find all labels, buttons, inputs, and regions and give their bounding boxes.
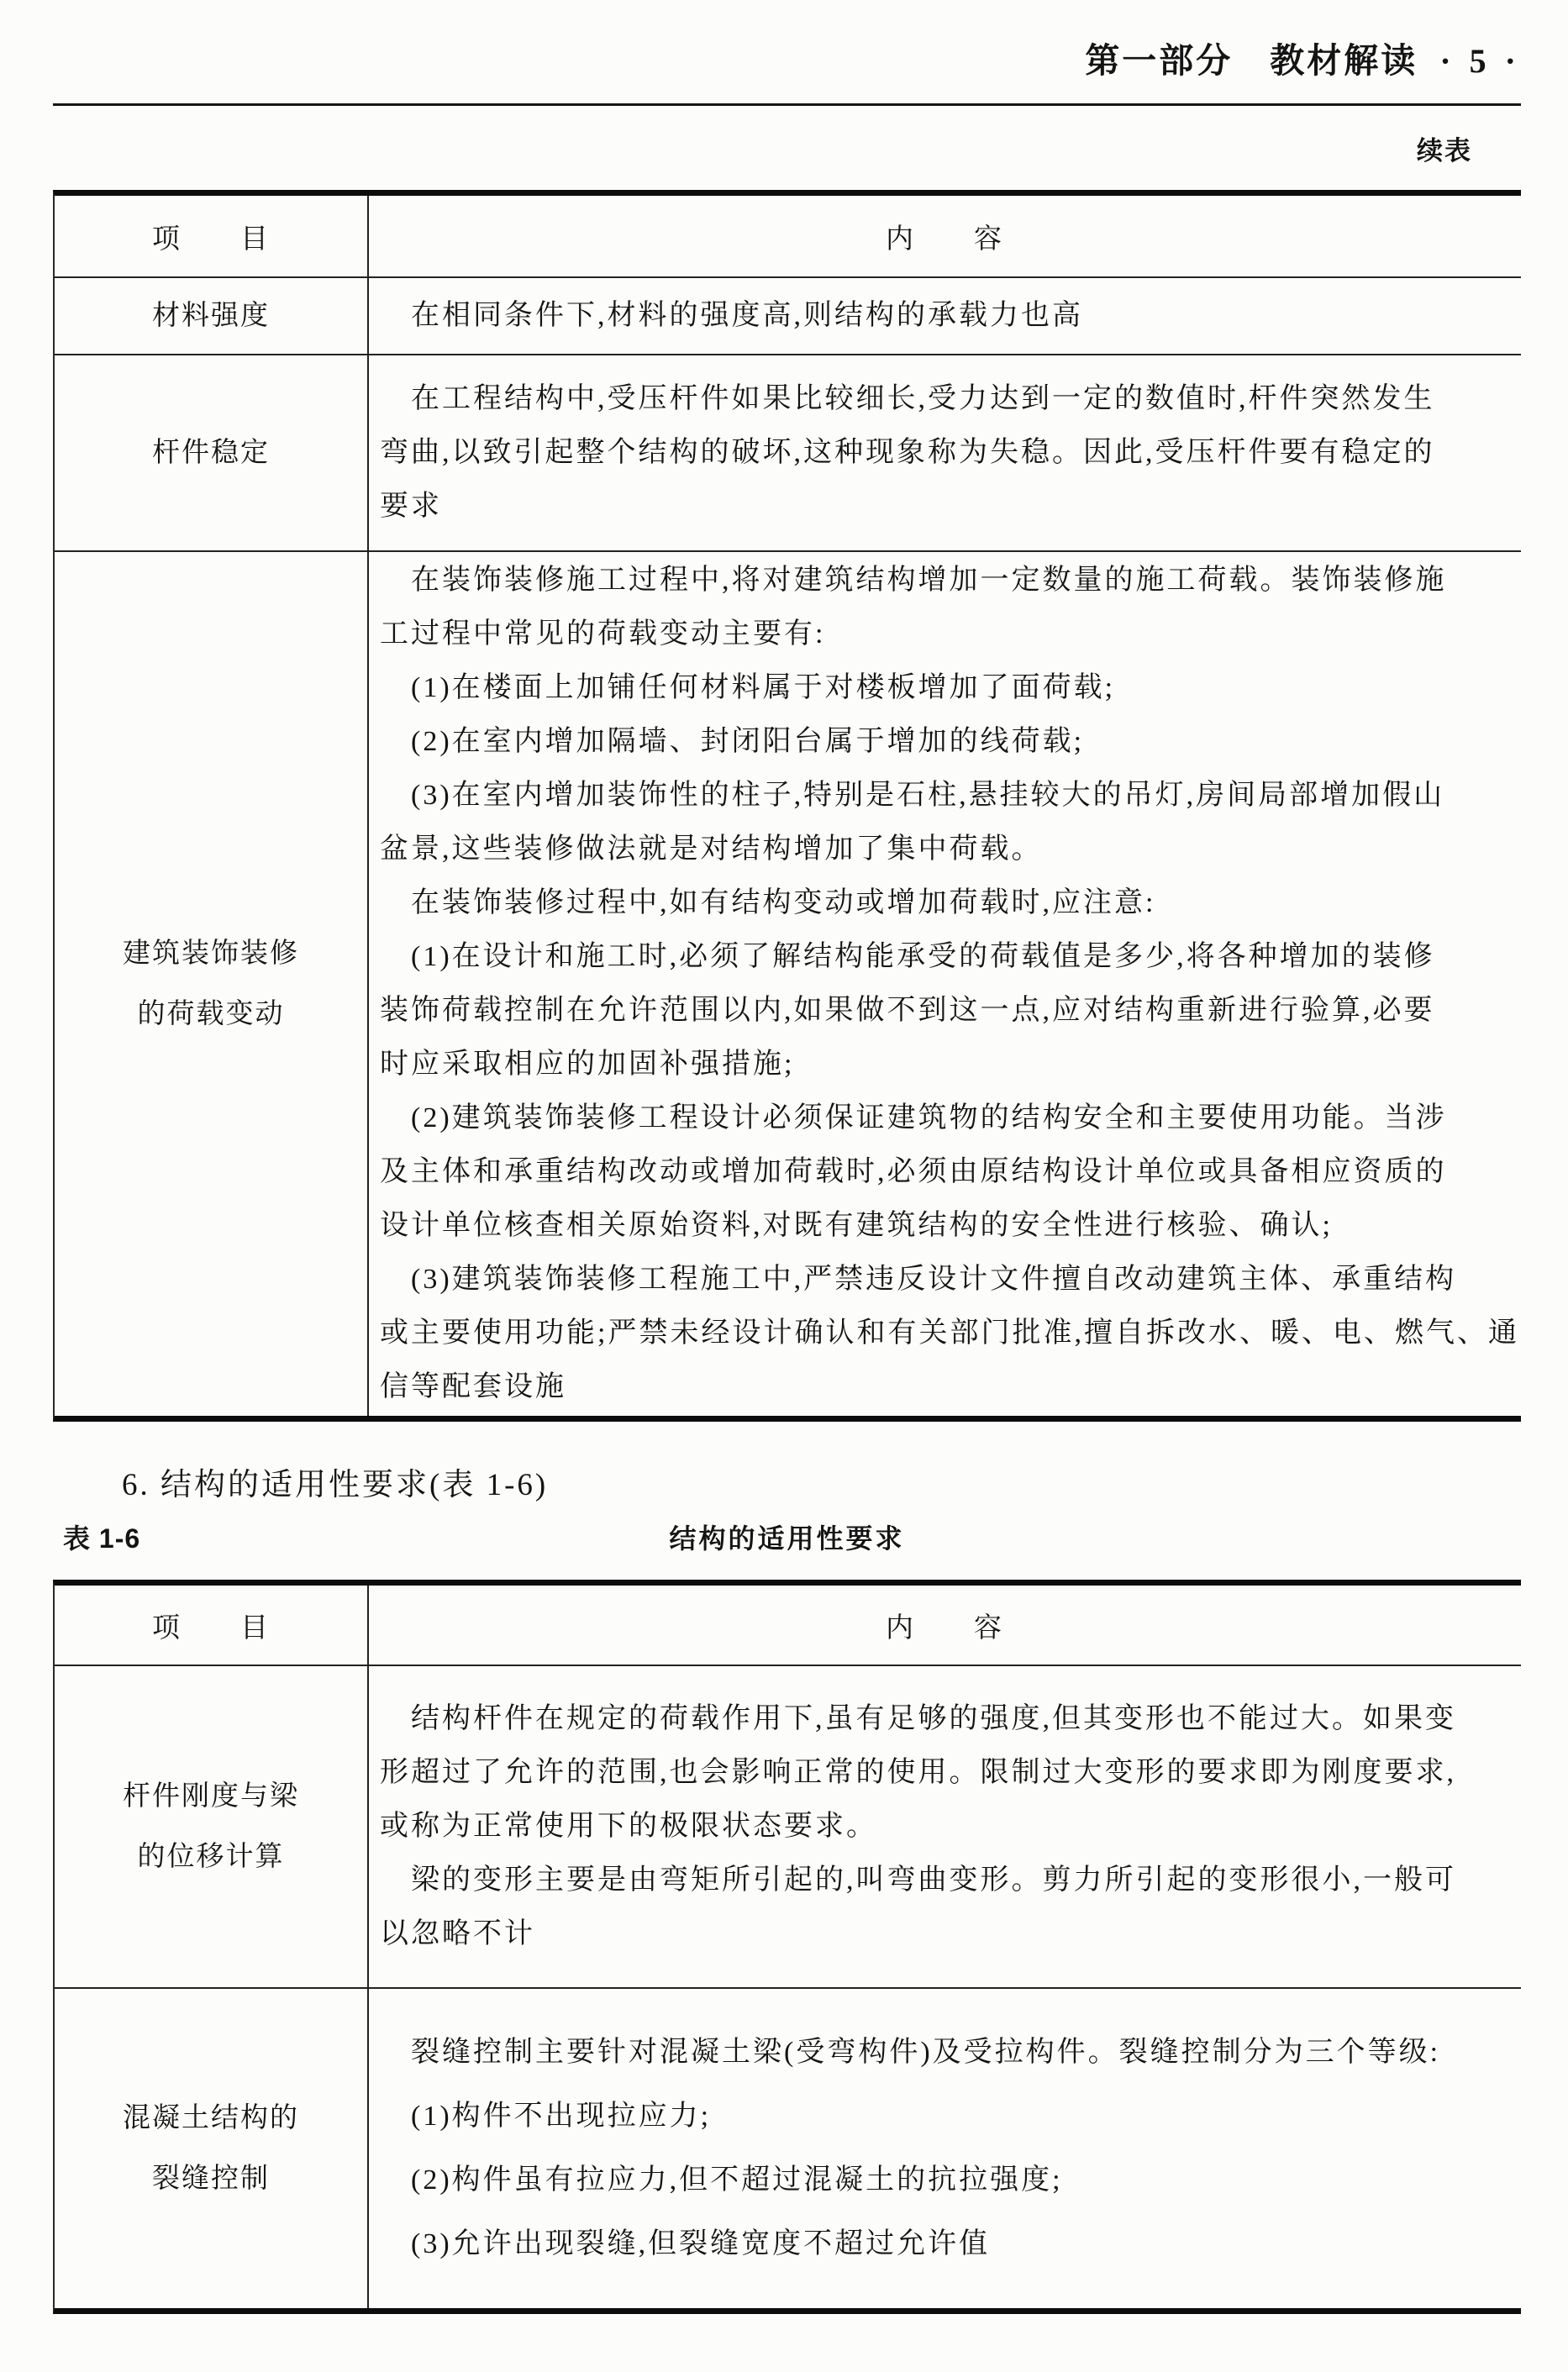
column-header-item-label: 项 目	[152, 1612, 270, 1644]
text-line: 的位移计算	[137, 1842, 285, 1872]
row-label	[55, 355, 369, 550]
text-line: 形超过了允许的范围,也会影响正常的使用。限制过大变形的要求即为刚度要求,	[380, 1757, 1456, 1788]
row-label	[55, 552, 369, 1416]
column-header-content	[369, 1586, 1521, 1665]
table-caption	[53, 1519, 1521, 1558]
text-line: 混凝土结构的	[123, 2103, 299, 2133]
text-line: 弯曲,以致引起整个结构的破坏,这种现象称为失稳。因此,受压杆件要有稳定的	[380, 437, 1435, 468]
text-line: 装饰荷载控制在允许范围以内,如果做不到这一点,应对结构重新进行验算,必要	[380, 995, 1435, 1026]
text-line: 信等配套设施	[380, 1371, 566, 1402]
table-row	[55, 354, 1521, 550]
text-line: (3)在室内增加装饰性的柱子,特别是石柱,悬挂较大的吊灯,房间局部增加假山	[380, 780, 1445, 811]
text-line: 杆件刚度与梁	[123, 1781, 299, 1812]
table-row	[55, 1665, 1521, 1987]
text-line: 的荷载变动	[137, 999, 285, 1029]
text-line: 盆景,这些装修做法就是对结构增加了集中荷载。	[380, 834, 1043, 865]
table-1-6	[53, 1580, 1521, 2314]
text-line: 时应采取相应的加固补强措施;	[380, 1049, 795, 1080]
text-line: 裂缝控制	[152, 2164, 270, 2194]
text-line: (1)在设计和施工时,必须了解结构能承受的荷载值是多少,将各种增加的装修	[380, 941, 1435, 972]
continuation-label: 续表	[1417, 136, 1472, 166]
text-line: 在装饰装修施工过程中,将对建筑结构增加一定数量的施工荷载。装饰装修施	[380, 565, 1447, 596]
text-line: 以忽略不计	[380, 1918, 535, 1949]
table-row	[55, 550, 1521, 1416]
text-line: 在工程结构中,受压杆件如果比较细长,受力达到一定的数值时,杆件突然发生	[380, 383, 1435, 414]
table-header-row	[55, 196, 1521, 276]
running-header	[53, 0, 1521, 83]
text-line: (1)构件不出现拉应力;	[380, 2101, 712, 2132]
row-content	[369, 552, 1531, 1416]
text-line: 结构杆件在规定的荷载作用下,虽有足够的强度,但其变形也不能过大。如果变	[380, 1703, 1456, 1734]
row-label	[55, 1989, 369, 2308]
section-heading: 6. 结构的适用性要求(表 1-6)	[122, 1468, 549, 1502]
table-caption-number: 表 1-6	[63, 1523, 141, 1554]
text-line: 裂缝控制主要针对混凝土梁(受弯构件)及受拉构件。裂缝控制分为三个等级:	[380, 2037, 1441, 2068]
text-line: 杆件稳定	[152, 438, 270, 468]
text-line: 在相同条件下,材料的强度高,则结构的承载力也高	[380, 300, 1083, 331]
text-line: 及主体和承重结构改动或增加荷载时,必须由原结构设计单位或具备相应资质的	[380, 1156, 1447, 1187]
text-line: (2)构件虽有拉应力,但不超过混凝土的抗拉强度;	[380, 2164, 1063, 2196]
text-line: (3)建筑装饰装修工程施工中,严禁违反设计文件擅自改动建筑主体、承重结构	[380, 1264, 1457, 1295]
text-line: 或称为正常使用下的极限状态要求。	[380, 1811, 877, 1842]
row-content	[369, 355, 1521, 550]
table-row	[55, 276, 1521, 354]
table-row	[55, 1987, 1521, 2308]
row-content	[369, 1989, 1521, 2308]
text-line: 材料强度	[152, 301, 270, 331]
table-continued	[53, 190, 1521, 1422]
table-caption-title: 结构的适用性要求	[669, 1523, 905, 1554]
text-line: 或主要使用功能;严禁未经设计确认和有关部门批准,擅自拆改水、暖、电、燃气、通	[380, 1317, 1519, 1349]
text-line: (3)允许出现裂缝,但裂缝宽度不超过允许值	[380, 2228, 991, 2259]
text-line: (2)建筑装饰装修工程设计必须保证建筑物的结构安全和主要使用功能。当涉	[380, 1102, 1447, 1133]
text-line: (2)在室内增加隔墙、封闭阳台属于增加的线荷载;	[380, 726, 1085, 757]
running-header-title: 第一部分 教材解读	[1085, 41, 1418, 80]
column-header-content-label: 内 容	[886, 1612, 1003, 1644]
text-line: (1)在楼面上加铺任何材料属于对楼板增加了面荷载;	[380, 672, 1116, 703]
row-label	[55, 1666, 369, 1987]
row-content	[369, 278, 1521, 354]
row-content	[369, 1666, 1521, 1987]
text-line: 要求	[380, 491, 442, 522]
column-header-item	[55, 196, 369, 276]
column-header-content	[369, 196, 1521, 276]
row-label	[55, 278, 369, 354]
table-header-row	[55, 1586, 1521, 1665]
page-number: · 5 ·	[1439, 42, 1521, 80]
column-header-item	[55, 1586, 369, 1665]
text-line: 工过程中常见的荷载变动主要有:	[380, 618, 826, 650]
text-line: 梁的变形主要是由弯矩所引起的,叫弯曲变形。剪力所引起的变形很小,一般可	[380, 1864, 1456, 1896]
text-line: 建筑装饰装修	[123, 939, 299, 969]
column-header-item-label: 项 目	[152, 224, 270, 255]
text-line: 设计单位核查相关原始资料,对既有建筑结构的安全性进行核验、确认;	[380, 1210, 1333, 1241]
text-line: 在装饰装修过程中,如有结构变动或增加荷载时,应注意:	[380, 887, 1156, 918]
header-rule	[53, 103, 1521, 106]
column-header-content-label: 内 容	[886, 224, 1003, 255]
